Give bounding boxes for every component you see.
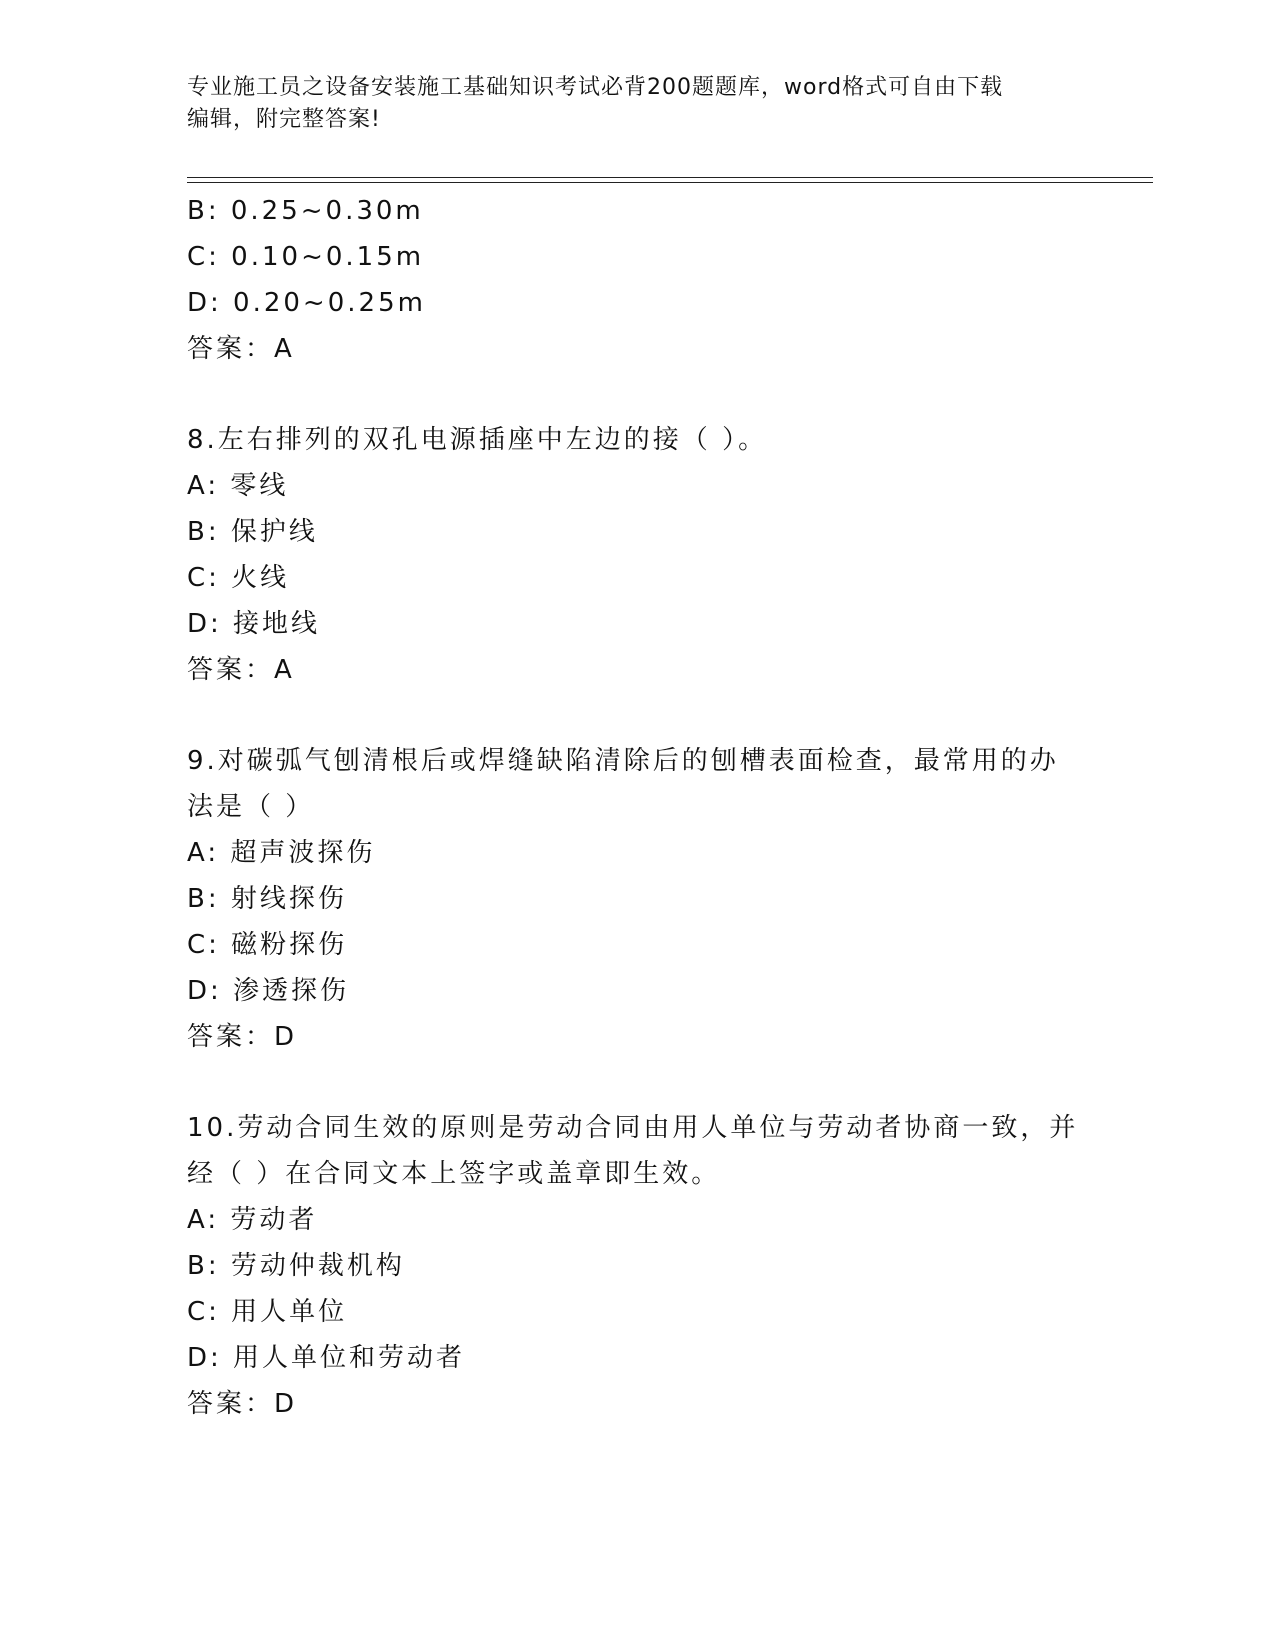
option-d: D: 用人单位和劳动者 bbox=[187, 1343, 466, 1373]
header-divider-bottom bbox=[187, 182, 1153, 183]
option-c: C: 火线 bbox=[187, 563, 290, 593]
option-a: A: 劳动者 bbox=[187, 1205, 318, 1235]
question-text-line-1: 10.劳动合同生效的原则是劳动合同由用人单位与劳动者协商一致，并 bbox=[187, 1113, 1079, 1143]
question-block-9 bbox=[187, 738, 1087, 1060]
question-block-7 bbox=[187, 188, 1087, 372]
option-c: C: 用人单位 bbox=[187, 1297, 348, 1327]
answer-line: 答案：A bbox=[187, 655, 295, 685]
option-c: C: 磁粉探伤 bbox=[187, 930, 348, 960]
answer-line: 答案：A bbox=[187, 334, 295, 364]
answer-line: 答案：D bbox=[187, 1389, 298, 1419]
question-block-10 bbox=[187, 1105, 1087, 1427]
header-divider-top bbox=[187, 177, 1153, 178]
question-text-line-1: 9.对碳弧气刨清根后或焊缝缺陷清除后的刨槽表面检查，最常用的办 bbox=[187, 746, 1059, 776]
question-list bbox=[187, 188, 1087, 1427]
option-d: D: 接地线 bbox=[187, 609, 321, 639]
header-line-1: 专业施工员之设备安装施工基础知识考试必背200题题库，word格式可自由下载 bbox=[187, 75, 1004, 100]
option-a: A: 超声波探伤 bbox=[187, 838, 376, 868]
option-d: D: 0.20~0.25m bbox=[187, 288, 426, 318]
question-block-8 bbox=[187, 417, 1087, 693]
spacer bbox=[187, 372, 1087, 417]
question-text-line-2: 经（ ）在合同文本上签字或盖章即生效。 bbox=[187, 1159, 721, 1189]
option-b: B: 射线探伤 bbox=[187, 884, 347, 914]
answer-line: 答案：D bbox=[187, 1022, 298, 1052]
question-text: 8.左右排列的双孔电源插座中左边的接（ ）。 bbox=[187, 425, 768, 455]
spacer bbox=[187, 1060, 1087, 1105]
option-b: B: 0.25~0.30m bbox=[187, 196, 424, 226]
option-b: B: 保护线 bbox=[187, 517, 318, 547]
option-b: B: 劳动仲裁机构 bbox=[187, 1251, 405, 1281]
option-a: A: 零线 bbox=[187, 471, 289, 501]
document-header bbox=[187, 72, 1067, 136]
option-d: D: 渗透探伤 bbox=[187, 976, 350, 1006]
header-line-2: 编辑，附完整答案! bbox=[187, 107, 381, 132]
option-c: C: 0.10~0.15m bbox=[187, 242, 425, 272]
spacer bbox=[187, 693, 1087, 738]
question-text-line-2: 法是（ ） bbox=[187, 792, 315, 822]
